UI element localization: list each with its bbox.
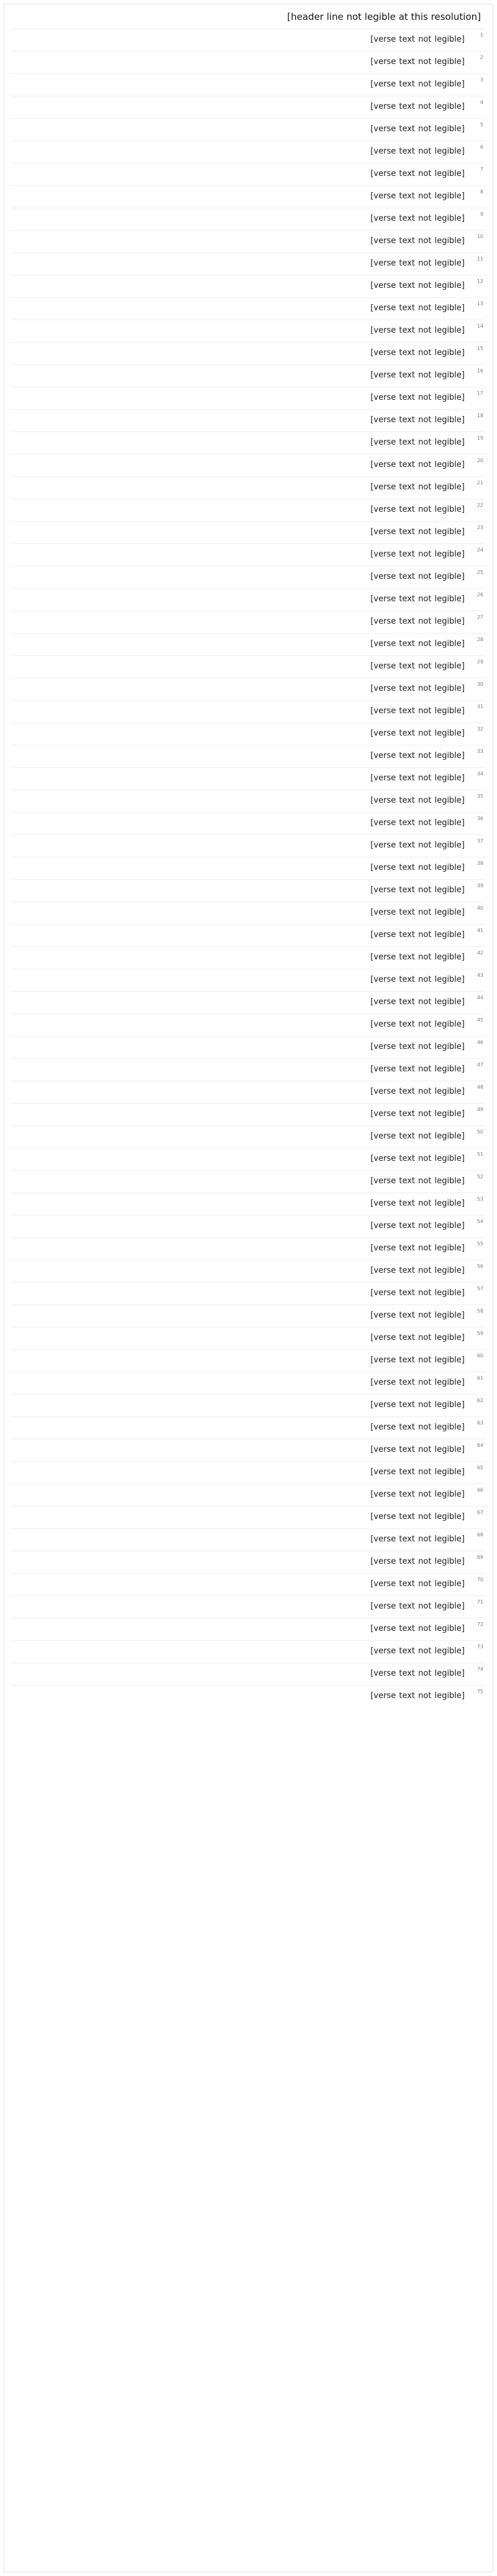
verse-text: [verse text not legible]: [370, 147, 465, 156]
verse-text: [verse text not legible]: [370, 1646, 465, 1656]
verse-text: [verse text not legible]: [370, 773, 465, 783]
verse-text: [verse text not legible]: [370, 684, 465, 693]
verse-row: [11, 1372, 486, 1394]
verse-text: [verse text not legible]: [370, 1355, 465, 1365]
verse-number: 33: [476, 749, 483, 754]
verse-text: [verse text not legible]: [370, 1064, 465, 1074]
verse-text: [verse text not legible]: [370, 482, 465, 492]
verse-text: [verse text not legible]: [370, 124, 465, 134]
verse-row: [11, 1573, 486, 1595]
verse-text: [verse text not legible]: [370, 818, 465, 828]
verse-number: 54: [476, 1219, 483, 1224]
verse-text: [verse text not legible]: [370, 1512, 465, 1521]
verse-row: [11, 991, 486, 1013]
verse-row: [11, 297, 486, 320]
verse-text: [verse text not legible]: [370, 326, 465, 335]
verse-row: [11, 678, 486, 700]
verse-row: [11, 1304, 486, 1327]
verse-row: [11, 834, 486, 857]
verse-text: [verse text not legible]: [370, 1176, 465, 1186]
verse-text: [verse text not legible]: [370, 1109, 465, 1119]
verse-text: [verse text not legible]: [370, 1557, 465, 1566]
verse-row: [11, 655, 486, 678]
verse-row: [11, 1439, 486, 1461]
verse-row: [11, 857, 486, 879]
verse-row: [11, 387, 486, 409]
verse-row: [11, 1484, 486, 1506]
verse-row: [11, 745, 486, 767]
verse-text: [verse text not legible]: [370, 1490, 465, 1499]
verse-number: 6: [480, 144, 483, 150]
verse-number: 25: [476, 570, 483, 575]
verse-number: 48: [476, 1084, 483, 1090]
verse-text: [verse text not legible]: [370, 953, 465, 962]
verse-number: 63: [476, 1420, 483, 1426]
verse-text: [verse text not legible]: [370, 1087, 465, 1096]
verse-text: [verse text not legible]: [370, 281, 465, 290]
verse-row: [11, 230, 486, 252]
verse-number: 37: [476, 838, 483, 844]
verse-text: [verse text not legible]: [370, 438, 465, 447]
verse-number: 57: [476, 1286, 483, 1291]
verse-text: [verse text not legible]: [370, 662, 465, 671]
verse-text: [verse text not legible]: [370, 1423, 465, 1432]
verse-row: [11, 51, 486, 73]
verse-text: [verse text not legible]: [370, 729, 465, 738]
verse-number: 8: [480, 189, 483, 195]
verse-number: 38: [476, 861, 483, 866]
verse-row: [11, 1685, 486, 1707]
verse-text: [verse text not legible]: [370, 997, 465, 1007]
verse-row: [11, 566, 486, 588]
verse-row: [11, 163, 486, 185]
verse-number: 1: [480, 32, 483, 38]
verse-number: 18: [476, 413, 483, 418]
verse-text: [verse text not legible]: [370, 1535, 465, 1544]
verse-row: [11, 476, 486, 499]
verse-row: [11, 588, 486, 611]
verse-number: 23: [476, 525, 483, 530]
verse-row: [11, 1506, 486, 1528]
verse-number: 47: [476, 1062, 483, 1068]
verse-text: [verse text not legible]: [370, 1445, 465, 1454]
verse-text: [verse text not legible]: [370, 169, 465, 178]
verse-row: [11, 1416, 486, 1439]
verse-text: [verse text not legible]: [370, 80, 465, 89]
verse-row: [11, 1349, 486, 1372]
verse-row: [11, 342, 486, 364]
verse-number: 50: [476, 1129, 483, 1135]
verse-list: [11, 29, 486, 1707]
verse-row: [11, 499, 486, 521]
basmala-header: [header line not legible at this resolution]: [287, 11, 481, 22]
verse-text: [verse text not legible]: [370, 550, 465, 559]
verse-row: [11, 1640, 486, 1663]
verse-text: [verse text not legible]: [370, 1579, 465, 1589]
verse-number: 22: [476, 502, 483, 508]
verse-row: [11, 767, 486, 790]
verse-number: 29: [476, 659, 483, 665]
verse-number: 40: [476, 905, 483, 911]
verse-row: [11, 1215, 486, 1237]
verse-row: [11, 1148, 486, 1170]
verse-row: [11, 633, 486, 655]
verse-row: [11, 208, 486, 230]
verse-text: [verse text not legible]: [370, 1020, 465, 1029]
verse-row: [11, 73, 486, 96]
verse-number: 74: [476, 1666, 483, 1672]
verse-number: 24: [476, 547, 483, 553]
verse-text: [verse text not legible]: [370, 1288, 465, 1298]
verse-row: [11, 1103, 486, 1125]
verse-text: [verse text not legible]: [370, 303, 465, 313]
verse-row: [11, 543, 486, 566]
verse-row: [11, 1618, 486, 1640]
verse-number: 71: [476, 1599, 483, 1605]
verse-row: [11, 1081, 486, 1103]
verse-row: [11, 1193, 486, 1215]
verse-row: [11, 185, 486, 208]
verse-row: [11, 454, 486, 476]
verse-row: [11, 29, 486, 51]
verse-text: [verse text not legible]: [370, 214, 465, 223]
verse-text: [verse text not legible]: [370, 1266, 465, 1275]
verse-number: 30: [476, 681, 483, 687]
verse-text: [verse text not legible]: [370, 639, 465, 649]
verse-number: 60: [476, 1353, 483, 1359]
verse-number: 39: [476, 883, 483, 889]
verse-text: [verse text not legible]: [370, 1624, 465, 1633]
verse-text: [verse text not legible]: [370, 1378, 465, 1387]
verse-number: 41: [476, 928, 483, 933]
verse-number: 21: [476, 480, 483, 486]
verse-number: 35: [476, 793, 483, 799]
verse-number: 43: [476, 972, 483, 978]
verse-text: [verse text not legible]: [370, 236, 465, 246]
verse-row: [11, 320, 486, 342]
verse-text: [verse text not legible]: [370, 930, 465, 939]
verse-text: [verse text not legible]: [370, 1333, 465, 1342]
verse-number: 69: [476, 1554, 483, 1560]
verse-number: 72: [476, 1622, 483, 1627]
verse-number: 5: [480, 122, 483, 127]
verse-text: [verse text not legible]: [370, 1042, 465, 1051]
verse-number: 61: [476, 1375, 483, 1381]
verse-row: [11, 1327, 486, 1349]
verse-row: [11, 902, 486, 924]
verse-row: [11, 969, 486, 991]
verse-number: 10: [476, 234, 483, 239]
verse-row: [11, 1595, 486, 1618]
verse-number: 16: [476, 368, 483, 374]
verse-number: 26: [476, 592, 483, 598]
verse-row: [11, 409, 486, 432]
verse-row: [11, 1013, 486, 1036]
verse-row: [11, 1663, 486, 1685]
verse-number: 68: [476, 1532, 483, 1538]
verse-row: [11, 1058, 486, 1081]
verse-number: 12: [476, 279, 483, 284]
verse-number: 15: [476, 346, 483, 351]
verse-row: [11, 1551, 486, 1573]
verse-number: 53: [476, 1196, 483, 1202]
verse-text: [verse text not legible]: [370, 1244, 465, 1253]
verse-number: 58: [476, 1308, 483, 1314]
verse-number: 44: [476, 995, 483, 1000]
verse-number: 67: [476, 1510, 483, 1515]
verse-number: 56: [476, 1263, 483, 1269]
verse-text: [verse text not legible]: [370, 908, 465, 917]
verse-number: 66: [476, 1487, 483, 1493]
verse-number: 55: [476, 1241, 483, 1247]
verse-text: [verse text not legible]: [370, 371, 465, 380]
verse-row: [11, 879, 486, 902]
verse-number: 9: [480, 211, 483, 217]
verse-number: 42: [476, 950, 483, 956]
verse-text: [verse text not legible]: [370, 460, 465, 469]
verse-text: [verse text not legible]: [370, 1669, 465, 1678]
verse-text: [verse text not legible]: [370, 415, 465, 425]
verse-row: [11, 432, 486, 454]
verse-text: [verse text not legible]: [370, 796, 465, 805]
verse-number: 32: [476, 726, 483, 732]
verse-text: [verse text not legible]: [370, 572, 465, 581]
verse-number: 19: [476, 435, 483, 441]
verse-number: 49: [476, 1107, 483, 1112]
verse-text: [verse text not legible]: [370, 594, 465, 604]
verse-text: [verse text not legible]: [370, 706, 465, 716]
verse-row: [11, 1237, 486, 1260]
verse-number: 46: [476, 1040, 483, 1045]
verse-row: [11, 1528, 486, 1551]
verse-number: 7: [480, 167, 483, 172]
verse-number: 3: [480, 77, 483, 83]
verse-number: 17: [476, 390, 483, 396]
verse-text: [verse text not legible]: [370, 1221, 465, 1230]
verse-row: [11, 1170, 486, 1193]
verse-number: 13: [476, 301, 483, 307]
verse-number: 4: [480, 99, 483, 105]
verse-number: 11: [476, 256, 483, 262]
verse-number: 28: [476, 637, 483, 642]
verse-row: [11, 1461, 486, 1484]
verse-number: 65: [476, 1465, 483, 1470]
verse-row: [11, 364, 486, 387]
verse-row: [11, 946, 486, 969]
verse-text: [verse text not legible]: [370, 393, 465, 402]
verse-number: 27: [476, 614, 483, 620]
verse-text: [verse text not legible]: [370, 885, 465, 895]
verse-row: [11, 118, 486, 141]
verse-row: [11, 141, 486, 163]
verse-number: 73: [476, 1644, 483, 1650]
verse-number: 51: [476, 1152, 483, 1157]
verse-text: [verse text not legible]: [370, 1602, 465, 1611]
verse-row: [11, 1125, 486, 1148]
verse-text: [verse text not legible]: [370, 863, 465, 872]
verse-number: 52: [476, 1174, 483, 1180]
verse-row: [11, 722, 486, 745]
verse-text: [verse text not legible]: [370, 1691, 465, 1701]
verse-row: [11, 700, 486, 722]
verse-number: 45: [476, 1017, 483, 1023]
verse-text: [verse text not legible]: [370, 192, 465, 201]
verse-row: [11, 1394, 486, 1416]
verse-row: [11, 275, 486, 297]
verse-row: [11, 521, 486, 543]
verse-row: [11, 1282, 486, 1304]
verse-text: [verse text not legible]: [370, 1467, 465, 1477]
verse-row: [11, 96, 486, 118]
verse-text: [verse text not legible]: [370, 617, 465, 626]
verse-number: 59: [476, 1331, 483, 1336]
verse-row: [11, 790, 486, 812]
verse-row: [11, 812, 486, 834]
verse-number: 36: [476, 816, 483, 821]
verse-row: [11, 924, 486, 946]
verse-number: 34: [476, 771, 483, 777]
verse-number: 14: [476, 323, 483, 329]
verse-text: [verse text not legible]: [370, 527, 465, 537]
verse-number: 31: [476, 704, 483, 709]
verse-text: [verse text not legible]: [370, 975, 465, 984]
verse-text: [verse text not legible]: [370, 1154, 465, 1163]
verse-text: [verse text not legible]: [370, 102, 465, 111]
verse-text: [verse text not legible]: [370, 1199, 465, 1208]
verse-text: [verse text not legible]: [370, 751, 465, 760]
verse-text: [verse text not legible]: [370, 1400, 465, 1410]
verse-text: [verse text not legible]: [370, 35, 465, 44]
verse-number: 64: [476, 1443, 483, 1448]
verse-text: [verse text not legible]: [370, 348, 465, 358]
verse-text: [verse text not legible]: [370, 1311, 465, 1320]
verse-number: 70: [476, 1577, 483, 1582]
verse-text: [verse text not legible]: [370, 259, 465, 268]
verse-text: [verse text not legible]: [370, 57, 465, 67]
verse-row: [11, 611, 486, 633]
verse-row: [11, 252, 486, 275]
verse-number: 20: [476, 458, 483, 463]
verse-text: [verse text not legible]: [370, 841, 465, 850]
verse-text: [verse text not legible]: [370, 505, 465, 514]
verse-row: [11, 1036, 486, 1058]
verse-text: [verse text not legible]: [370, 1132, 465, 1141]
verse-number: 62: [476, 1398, 483, 1403]
verse-number: 75: [476, 1689, 483, 1694]
verse-number: 2: [480, 55, 483, 60]
verse-row: [11, 1260, 486, 1282]
